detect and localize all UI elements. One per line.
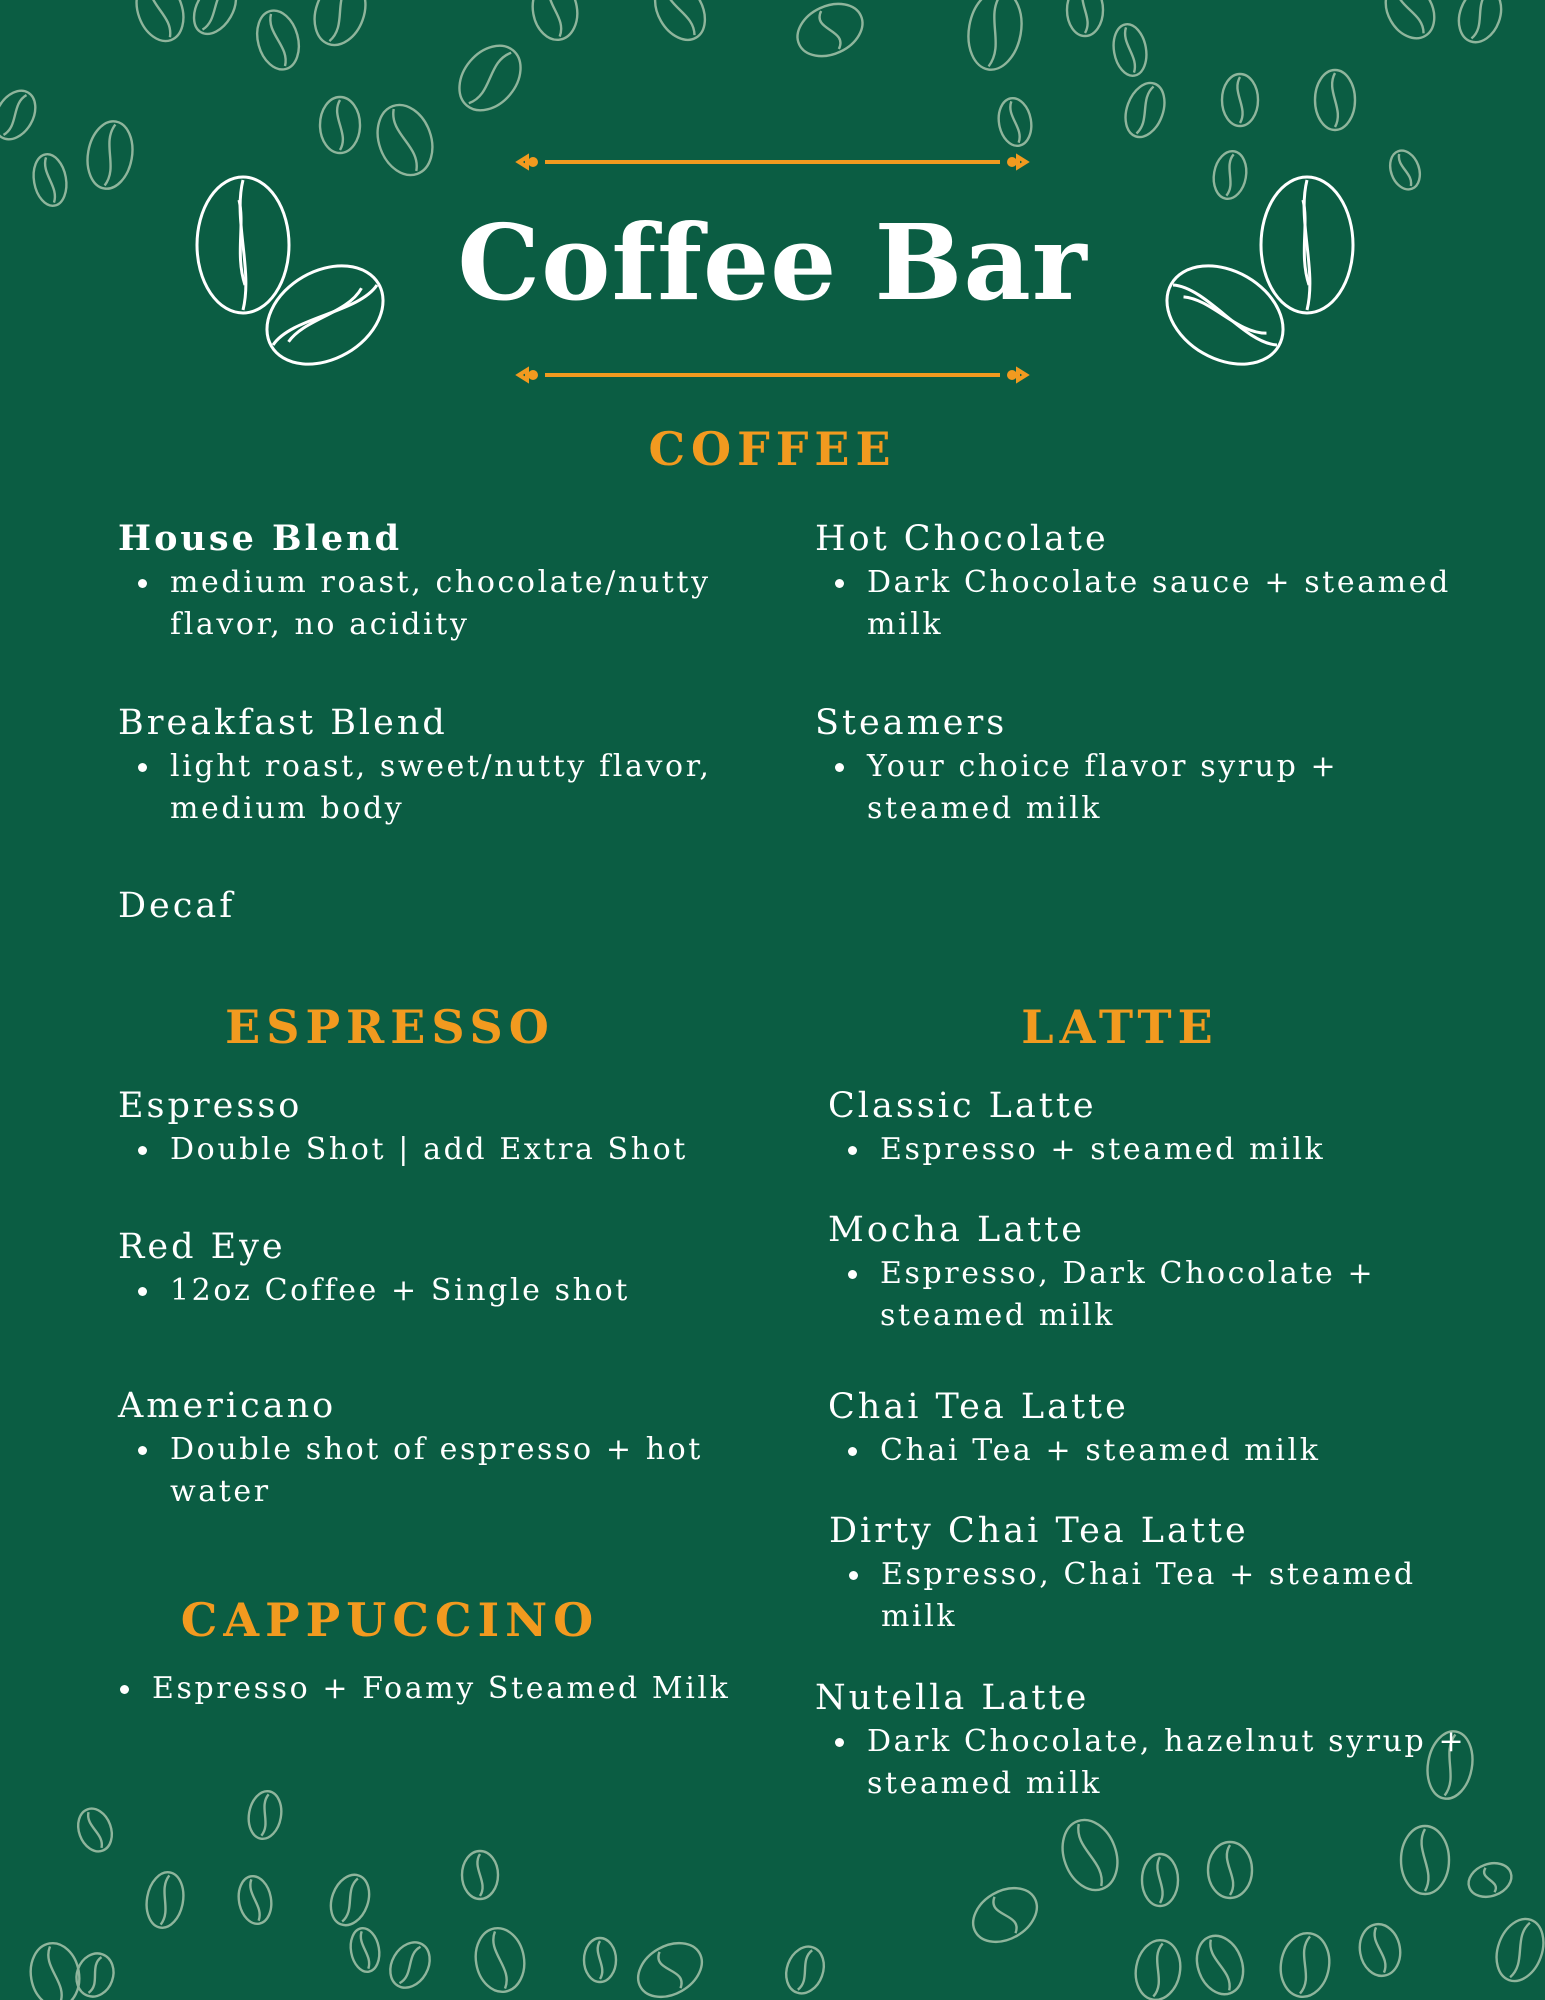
coffee-bean-icon <box>1376 0 1444 47</box>
item-name: Red Eye <box>118 1227 286 1267</box>
coffee-bean-icon <box>245 1789 285 1842</box>
menu-item-espresso <box>118 1085 758 1171</box>
item-name: House Blend <box>118 518 403 559</box>
item-name: Mocha Latte <box>828 1210 1085 1250</box>
item-name: Dirty Chai Tea Latte <box>829 1511 1249 1551</box>
menu-item-breakfast-blend <box>118 702 738 830</box>
item-detail: Double shot of espresso + hot water <box>118 1429 738 1513</box>
coffee-bean-icon <box>1142 1854 1178 1906</box>
item-detail: Espresso + Foamy Steamed Milk <box>100 1668 760 1710</box>
coffee-bean-icon <box>1053 1812 1126 1897</box>
page-title: Coffee Bar <box>457 201 1088 324</box>
menu-item-cappuccino <box>100 1668 760 1710</box>
menu-item-americano <box>118 1385 738 1513</box>
coffee-bean-icon <box>1464 1857 1516 1902</box>
item-detail: Dark Chocolate, hazelnut syrup + steamed milk <box>815 1721 1475 1805</box>
item-name: Chai Tea Latte <box>828 1387 1129 1427</box>
coffee-bean-icon <box>1276 1929 1334 2000</box>
coffee-bean-icon <box>995 96 1035 149</box>
coffee-bean-icon <box>1401 1826 1449 1894</box>
coffee-bean-icon <box>462 1851 498 1899</box>
item-detail: light roast, sweet/nutty flavor, medium body <box>118 746 738 830</box>
coffee-bean-icon <box>382 1935 437 1995</box>
menu-item-decaf <box>118 885 738 927</box>
menu-item-hot-chocolate <box>815 518 1455 646</box>
coffee-bean-icon <box>82 118 137 193</box>
item-name: Classic Latte <box>828 1086 1097 1126</box>
item-name: Nutella Latte <box>815 1678 1090 1718</box>
item-detail: medium roast, chocolate/nutty flavor, no acidity <box>118 562 738 646</box>
item-name: Decaf <box>118 886 236 926</box>
coffee-bean-icon <box>347 1926 382 1974</box>
menu-item-classic-latte <box>828 1085 1468 1171</box>
coffee-bean-icon <box>0 83 44 146</box>
coffee-bean-icon <box>324 1869 376 1930</box>
ornamental-divider-bottom <box>515 363 1030 387</box>
coffee-bean-icon <box>528 0 582 43</box>
coffee-bean-icon <box>1208 1842 1252 1898</box>
coffee-bean-icon <box>645 0 715 49</box>
item-detail: 12oz Coffee + Single shot <box>118 1270 758 1312</box>
menu-item-nutella-latte <box>815 1677 1475 1805</box>
coffee-bean-icon <box>185 0 244 41</box>
item-name: Americano <box>118 1386 337 1426</box>
coffee-bean-icon <box>306 0 374 52</box>
coffee-bean-icon <box>1189 1929 1251 2000</box>
item-detail: Your choice flavor syrup + steamed milk <box>815 746 1455 830</box>
coffee-bean-icon <box>1315 70 1355 130</box>
menu-item-red-eye <box>118 1226 758 1312</box>
menu-item-house-blend <box>118 518 738 646</box>
coffee-bean-icon <box>1222 74 1258 126</box>
coffee-bean-icon <box>235 1874 275 1927</box>
coffee-bean-icon <box>128 0 191 48</box>
item-name: Espresso <box>118 1086 303 1126</box>
coffee-bean-icon <box>1067 0 1103 36</box>
item-name: Breakfast Blend <box>118 703 448 743</box>
item-name: Steamers <box>815 703 1008 743</box>
coffee-bean-icon <box>1488 1912 1545 1987</box>
coffee-bean-icon <box>320 97 360 153</box>
menu-item-mocha-latte <box>828 1209 1448 1337</box>
coffee-bean-icon <box>26 1939 84 2000</box>
item-detail: Chai Tea + steamed milk <box>828 1430 1468 1472</box>
coffee-bean-icon <box>471 1924 529 1995</box>
item-name: Hot Chocolate <box>815 519 1109 559</box>
menu-item-chai-tea-latte <box>828 1386 1468 1472</box>
section-title-coffee: COFFEE <box>648 422 897 476</box>
coffee-bean-icon <box>1131 1937 1185 2000</box>
coffee-bean-icon <box>1110 22 1151 79</box>
coffee-bean-icon <box>1452 0 1509 48</box>
coffee-bean-icon <box>1356 1921 1404 1979</box>
section-title-latte: LATTE <box>1021 1000 1219 1054</box>
coffee-bean-icon <box>447 34 533 123</box>
coffee-bean-icon <box>780 1941 830 1998</box>
coffee-bean-icon <box>1385 146 1425 193</box>
coffee-bean-icon <box>789 0 871 66</box>
item-detail: Dark Chocolate sauce + steamed milk <box>815 562 1455 646</box>
item-detail: Espresso + steamed milk <box>828 1129 1468 1171</box>
ornamental-divider-top <box>515 150 1030 174</box>
item-detail: Double Shot | add Extra Shot <box>118 1129 758 1171</box>
coffee-bean-icon <box>584 1938 616 1982</box>
item-detail: Espresso, Dark Chocolate + steamed milk <box>828 1253 1448 1337</box>
coffee-bean-icon <box>629 1932 712 2000</box>
coffee-bean-icon <box>251 6 305 74</box>
coffee-bean-icon <box>142 1869 187 1930</box>
menu-item-steamers <box>815 702 1455 830</box>
coffee-bean-icon <box>72 1804 117 1856</box>
section-title-espresso: ESPRESSO <box>225 1000 555 1054</box>
coffee-bean-icon <box>1119 78 1172 143</box>
menu-item-dirty-chai-tea-latte <box>829 1510 1449 1638</box>
section-title-cappuccino: CAPPUCCINO <box>180 1593 600 1647</box>
coffee-bean-icon <box>964 1877 1047 1953</box>
item-detail: Espresso, Chai Tea + steamed milk <box>829 1554 1449 1638</box>
coffee-bean-icon <box>962 0 1027 74</box>
